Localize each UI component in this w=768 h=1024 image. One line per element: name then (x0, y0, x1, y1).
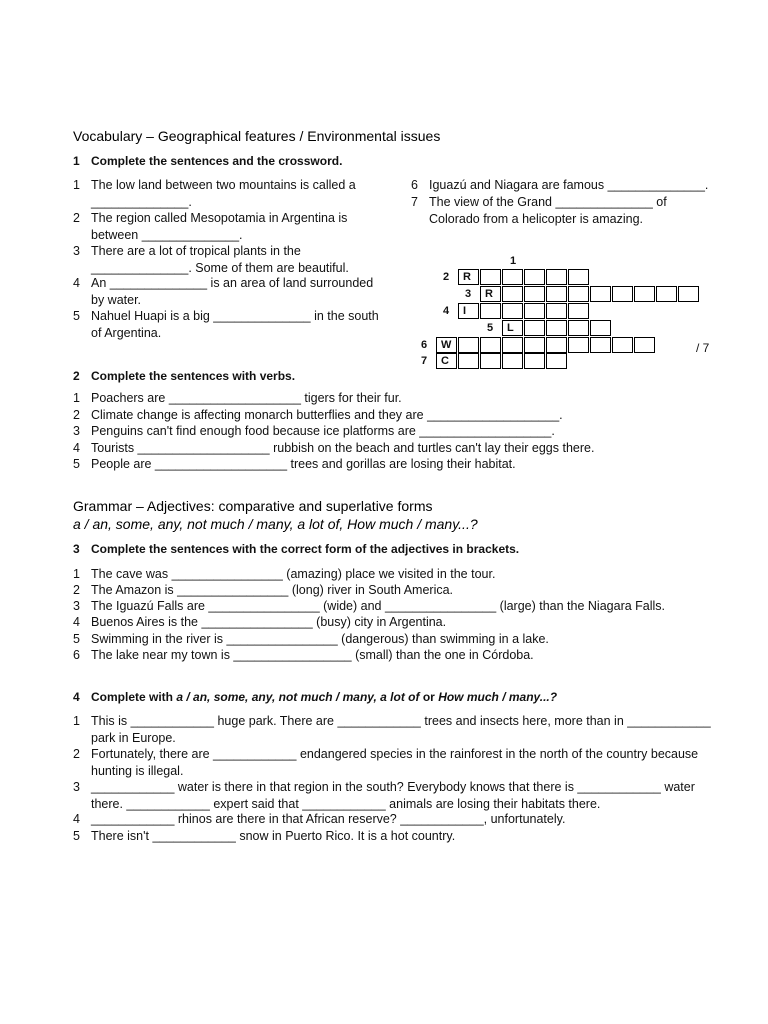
crossword-clue-number: 4 (443, 305, 450, 317)
list-item: 1 The cave was ________________ (amazing) place we visited in the tour. (73, 567, 496, 581)
crossword-clue-number: 6 (421, 339, 428, 351)
list-item: 5 People are ___________________ trees and gorillas are losing their habitat. (73, 457, 516, 471)
crossword-cell[interactable] (502, 269, 523, 285)
exercise-4-title (73, 690, 557, 704)
crossword-cell[interactable] (546, 320, 567, 336)
crossword-cell[interactable] (524, 337, 545, 353)
crossword-cell[interactable] (480, 337, 501, 353)
list-item: 2 The Amazon is ________________ (long) river in South America. (73, 583, 454, 597)
grammar-subheading: a / an, some, any, not much / many, a lot of, How much / many...? (73, 516, 478, 532)
crossword-cell[interactable] (502, 303, 523, 319)
crossword-cell[interactable]: I (458, 303, 479, 319)
exercise-number: 1 (73, 154, 80, 168)
list-item: 4 Tourists ___________________ rubbish on the beach and turtles can't lay their eggs there. (73, 441, 595, 455)
crossword-cell[interactable] (502, 353, 523, 369)
crossword-cell[interactable] (458, 337, 479, 353)
crossword-cell[interactable] (612, 286, 633, 302)
list-item: 5 Swimming in the river is ________________ (dangerous) than swimming in a lake. (73, 632, 549, 646)
list-item: 6 The lake near my town is _________________ (small) than the one in Córdoba. (73, 648, 534, 662)
crossword-clue-number: 3 (465, 288, 472, 300)
list-item: 1 Poachers are ___________________ tigers for their fur. (73, 391, 402, 405)
crossword-cell[interactable] (590, 320, 611, 336)
crossword-clue-number: 5 (487, 322, 494, 334)
list-item: 3 The Iguazú Falls are ________________ (wide) and ________________ (large) than the Niagara Falls. (73, 599, 666, 613)
list-item: 2 The region called Mesopotamia in Argentina is between ______________. (73, 211, 348, 242)
crossword-cell[interactable] (502, 337, 523, 353)
crossword-cell[interactable] (480, 303, 501, 319)
list-item: 4 Buenos Aires is the ________________ (busy) city in Argentina. (73, 615, 447, 629)
list-item: 4 ____________ rhinos are there in that African reserve? ____________, unfortunately. (73, 812, 566, 826)
crossword-cell[interactable]: L (502, 320, 523, 336)
crossword-cell[interactable] (502, 286, 523, 302)
exercise-instruction: Complete with a / an, some, any, not much / many, a lot of or How much / many...? (91, 690, 558, 704)
list-item: 2 Fortunately, there are ____________ endangered species in the rainforest in the north of the country because hunting is illegal. (73, 747, 699, 778)
list-item: 2 Climate change is affecting monarch butterflies and they are ___________________. (73, 408, 563, 422)
crossword-cell[interactable] (524, 320, 545, 336)
crossword-cell[interactable]: R (458, 269, 479, 285)
list-item: 3 There are a lot of tropical plants in the ______________. Some of them are beautiful. (73, 244, 349, 275)
crossword-cell[interactable] (568, 337, 589, 353)
crossword-cell[interactable] (480, 269, 501, 285)
list-item: 3 ____________ water is there in that region in the south? Everybody knows that there is ____________ water there. ____________ expert said that ____________ animals are losing their habitats there. (73, 780, 695, 811)
vocabulary-heading: Vocabulary – Geographical features / Environmental issues (73, 128, 441, 144)
crossword-cell[interactable] (634, 286, 655, 302)
crossword-cell[interactable] (678, 286, 699, 302)
list-item: 1 This is ____________ huge park. There are ____________ trees and insects here, more than in ____________ park in Europe. (73, 714, 711, 745)
list-item: 6 Iguazú and Niagara are famous ______________. (411, 178, 709, 192)
score-label: / 7 (696, 341, 710, 355)
grammar-heading: Grammar – Adjectives: comparative and superlative forms (73, 498, 433, 514)
crossword-clue-number: 7 (421, 355, 428, 367)
crossword-cell[interactable]: W (436, 337, 457, 353)
list-item: 7 The view of the Grand ______________ of Colorado from a helicopter is amazing. (411, 195, 667, 226)
list-item: 3 Penguins can't find enough food because ice platforms are ___________________. (73, 424, 555, 438)
crossword-cell[interactable] (524, 286, 545, 302)
crossword-cell[interactable] (568, 269, 589, 285)
crossword-cell[interactable] (546, 337, 567, 353)
crossword-cell[interactable] (546, 269, 567, 285)
crossword-clue-number: 1 (510, 255, 517, 267)
crossword-cell[interactable] (524, 303, 545, 319)
crossword-cell[interactable]: R (480, 286, 501, 302)
exercise-number: 2 (73, 369, 80, 383)
crossword-cell[interactable] (568, 303, 589, 319)
exercise-1-title (73, 154, 342, 168)
list-item: 5 Nahuel Huapi is a big ______________ in the south of Argentina. (73, 309, 379, 340)
crossword-cell[interactable] (590, 286, 611, 302)
crossword-cell[interactable] (546, 353, 567, 369)
crossword-cell[interactable]: C (436, 353, 457, 369)
crossword-cell[interactable] (480, 353, 501, 369)
list-item: 5 There isn't ____________ snow in Puerto Rico. It is a hot country. (73, 829, 456, 843)
exercise-2-title (73, 369, 295, 383)
exercise-instruction: Complete the sentences and the crossword. (91, 154, 343, 168)
crossword-clue-number: 2 (443, 271, 450, 283)
crossword-cell[interactable] (568, 286, 589, 302)
crossword-cell[interactable] (612, 337, 633, 353)
crossword-cell[interactable] (546, 286, 567, 302)
exercise-number: 4 (73, 690, 80, 704)
crossword-cell[interactable] (656, 286, 677, 302)
exercise-number: 3 (73, 542, 80, 556)
crossword-cell[interactable] (568, 320, 589, 336)
exercise-instruction: Complete the sentences with verbs. (91, 369, 296, 383)
crossword-cell[interactable] (590, 337, 611, 353)
exercise-instruction: Complete the sentences with the correct form of the adjectives in brackets. (91, 542, 520, 556)
list-item: 4 An ______________ is an area of land surrounded by water. (73, 276, 374, 307)
list-item: 1 The low land between two mountains is called a ______________. (73, 178, 356, 209)
crossword-cell[interactable] (524, 353, 545, 369)
exercise-3-title (73, 542, 519, 556)
crossword-cell[interactable] (546, 303, 567, 319)
crossword-cell[interactable] (458, 353, 479, 369)
crossword-cell[interactable] (634, 337, 655, 353)
crossword-cell[interactable] (524, 269, 545, 285)
